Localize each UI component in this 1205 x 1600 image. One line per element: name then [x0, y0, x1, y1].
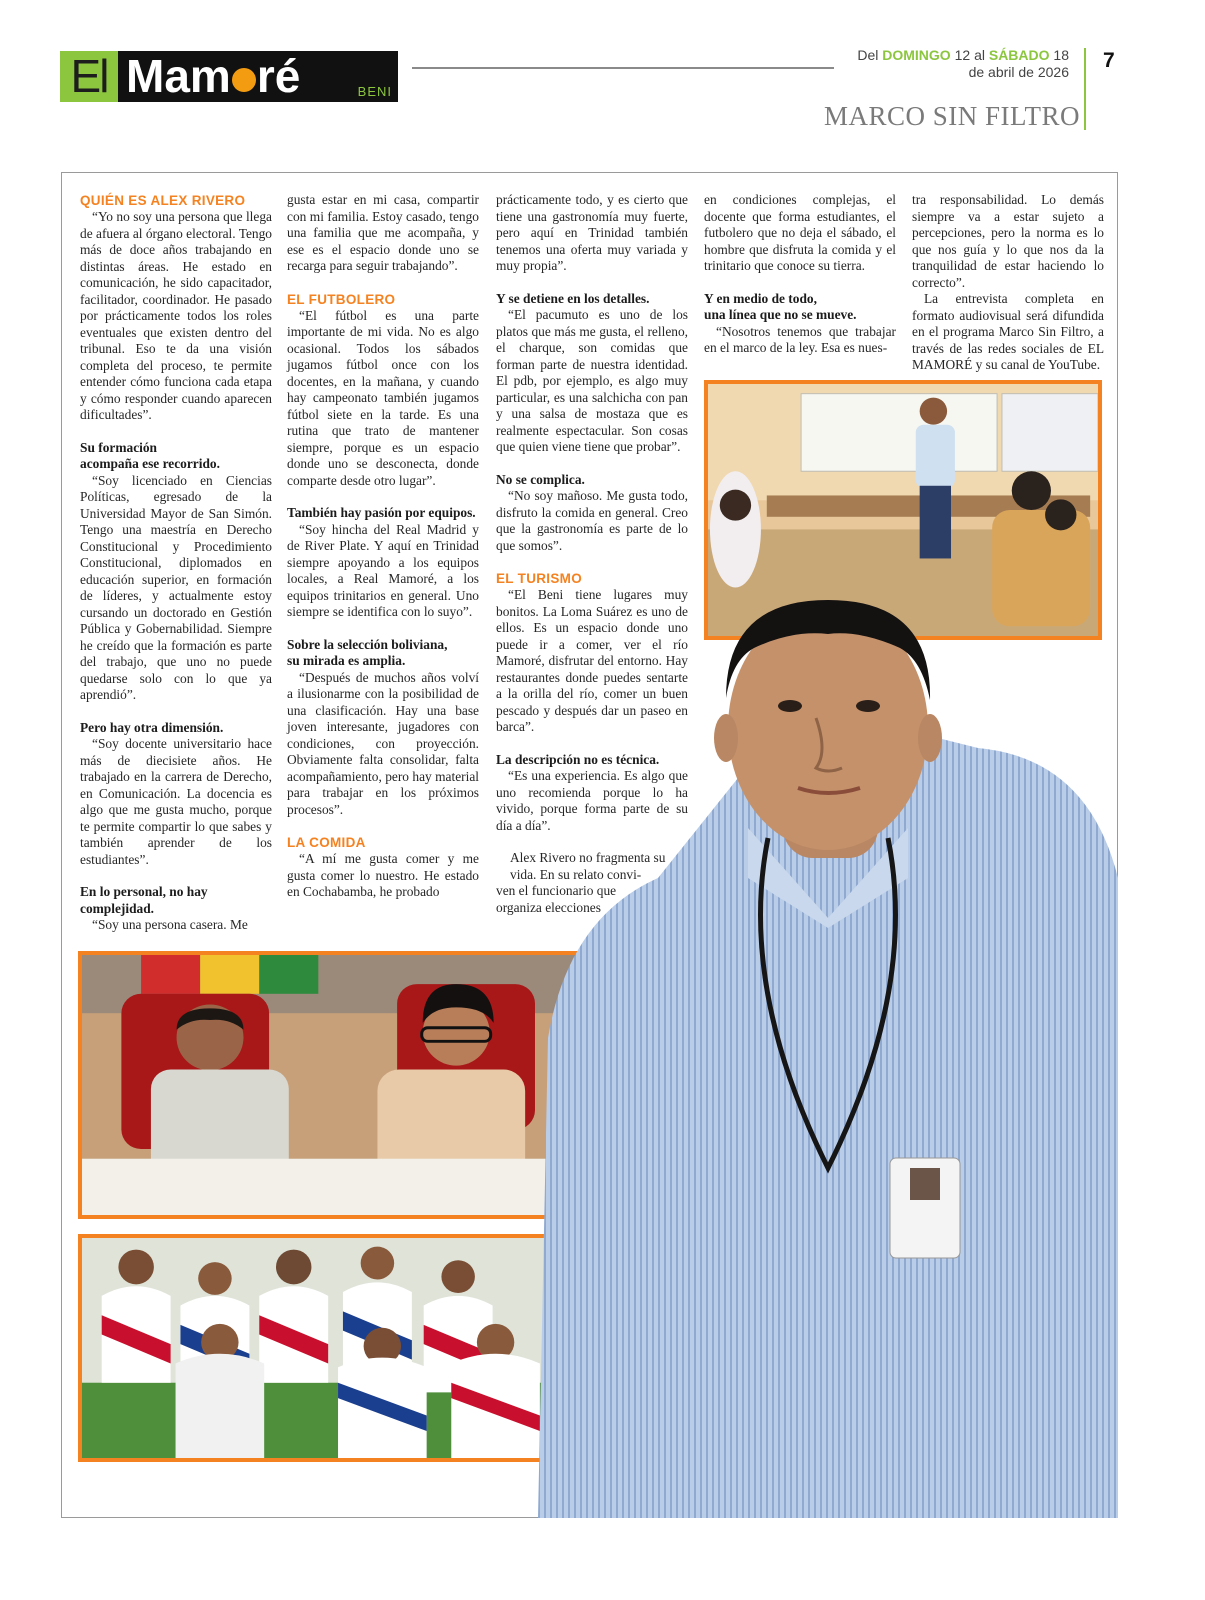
section-title: MARCO SIN FILTRO: [823, 101, 1080, 131]
date-num-start: 12: [954, 47, 971, 63]
lead-in: La descripción no es técnica.: [496, 751, 660, 767]
logo-el: El: [60, 51, 118, 102]
logo-name: [118, 51, 300, 102]
team-illustration: [82, 1238, 597, 1458]
paragraph: gusta estar en mi casa, compartir con mi familia. Estoy casado, tengo una familia que me acompaña, y ese es el espacio donde uno se recarga para seguir trabajando”.: [287, 192, 479, 273]
lead-in: En lo personal, no hay complejidad.: [80, 884, 208, 916]
lead-in: Y en medio de todo,: [704, 290, 817, 306]
issue-date: [857, 47, 1069, 81]
lead-in: Pero hay otra dimensión.: [80, 719, 224, 735]
newspaper-logo: [60, 51, 398, 102]
date-prefix: Del: [857, 47, 879, 63]
meeting-illustration: [82, 955, 599, 1215]
lead-in: Su formación: [80, 439, 157, 455]
paragraph-line: organiza elecciones: [496, 899, 601, 915]
paragraph: tra responsabilidad. Lo demás siempre va a estar sujeto a percepciones, pero la norma es lo que nos guía y lo que nos da la tranquilidad de estar haciendo lo correcto”.: [912, 192, 1104, 290]
paragraph-line: ven el funcionario que: [496, 883, 617, 898]
subhead-turismo: EL TURISMO: [496, 571, 583, 586]
date-num-end: 18: [1053, 47, 1069, 63]
lead-in: su mirada es amplia.: [287, 653, 406, 668]
lead-in: También hay pasión por equipos.: [287, 505, 476, 520]
logo-region: BENI: [357, 84, 392, 99]
subhead-quien-es: QUIÉN ES ALEX RIVERO: [80, 193, 246, 208]
date-day-end: SÁBADO: [988, 47, 1050, 63]
paragraph-line: vida. En su relato convi-: [510, 866, 642, 882]
portrait-photo: [538, 578, 1118, 1518]
article-column-2: [287, 192, 479, 901]
subhead-comida: LA COMIDA: [287, 835, 366, 850]
paragraph: en condiciones complejas, el docente que forma estudiantes, el futbolero que no deja el sábado, el hombre que disfruta la comida y el trinitario que conoce su tierra.: [704, 192, 896, 273]
paragraph: “A mí me gusta comer y me gusta comer lo nuestro. He estado en Cochabamba, he probado: [287, 851, 479, 899]
paragraph: “El pacumuto es uno de los platos que más me gusta, el relleno, el charque, son comidas que forman parte de nuestra identidad. El pdb, por ejemplo, es algo muy particular, es una salchicha con pan y una salsa de mostaza que es realmente espectacular. Son cosas que quien viene tiene que probar”.: [496, 307, 688, 454]
article-column-4: [704, 192, 896, 357]
lead-in: No se complica.: [496, 471, 585, 487]
issue-date-line2: de abril de 2026: [968, 64, 1069, 80]
paragraph: “Soy docente universitario hace más de diecisiete años. He trabajado en la carrera de Derecho, en Comunicación. La docencia es algo que me gusta mucho, porque te permite compartir lo que sabes y también aprender de los estudiantes”.: [80, 736, 272, 867]
article-column-1: [80, 192, 272, 934]
paragraph: prácticamente todo, y es cierto que tiene una gastronomía muy fuerte, pero aquí en Trinidad también tenemos una oferta muy variada y muy propia”.: [496, 192, 688, 273]
paragraph: “Soy una persona casera. Me: [92, 917, 248, 932]
article-column-5: [912, 192, 1104, 374]
paragraph: “El fútbol es una parte importante de mi vida. No es algo ocasional. Todos los sábados jugamos fútbol once con los docentes, en la mañana, y cuando hay campeonato también jugamos fútbol siete en la tarde. Es una rutina que trato de mantener siempre, porque es un espacio donde uno se desconecta, donde comparte desde otro lugar”.: [287, 307, 479, 488]
header-divider: [412, 67, 834, 69]
date-day-start: DOMINGO: [882, 47, 951, 63]
lead-in: Sobre la selección boliviana,: [287, 636, 448, 652]
logo-name-part1: Mam: [126, 50, 231, 102]
paragraph: “Yo no soy una persona que llega de afuera al órgano electoral. Tengo más de doce años trabajando en distintas áreas. He estado en comunicación, he sido capacitador, facilitador, coordinador. He pasado por prácticamente todos los roles eventuales que existen dentro del tribunal. Eso te da una visión completa del proceso, te permite entender cómo funciona cada etapa y cómo responder cuando aparecen dificultades”.: [80, 209, 272, 422]
subhead-futbolero: EL FUTBOLERO: [287, 291, 396, 307]
paragraph: “Nosotros tenemos que trabajar en el marco de la ley. Esa es nues-: [704, 323, 896, 355]
paragraph: “Soy licenciado en Ciencias Políticas, egresado de la Universidad Mayor de San Simón. Tengo una maestría en Derecho Constitucional y Procedimiento Constitucional, diplomados en educación superior, en formación de líderes, y actualmente estoy cursando un doctorado en Gestión Pública y Gobernabilidad. Siempre he creído que la formación es parte del trabajo, que uno no puede quedarse solo con lo que ya aprendió”.: [80, 472, 272, 702]
paragraph: “El Beni tiene lugares muy bonitos. La Loma Suárez es uno de ellos. Es un espacio donde uno puede ir a comer, ver el río Mamoré, disfrutar del entorno. Hay restaurantes donde puedes sentarte a la orilla del río, comer un buen pescado y después dar un paseo en barca”.: [496, 587, 688, 734]
portrait-illustration: [538, 578, 1118, 1518]
paragraph: La entrevista completa en formato audiovisual será difundida en el programa Marco Sin Filtro, a través de las redes sociales de EL MAMORÉ y su canal de YouTube.: [912, 291, 1104, 372]
paragraph-line: Alex Rivero no fragmenta su: [510, 850, 666, 865]
meeting-photo: [78, 951, 603, 1219]
paragraph: “Después de muchos años volví a ilusionarme con la posibilidad de una clasificación. Hay una base joven interesante, jugadores con condiciones, con proyección. Obviamente falta consolidar, falta acompañamiento, pero hay material para trabajar en los próximos procesos”.: [287, 669, 479, 817]
lead-in: Y se detiene en los detalles.: [496, 290, 650, 306]
lead-in: acompaña ese recorrido.: [80, 456, 220, 471]
date-mid: al: [974, 47, 985, 63]
team-photo: [78, 1234, 601, 1462]
logo-name-part2: ré: [256, 50, 301, 102]
lead-in: una línea que no se mueve.: [704, 307, 857, 322]
page-number: 7: [1103, 49, 1115, 72]
header-vertical-rule: [1084, 48, 1086, 130]
paragraph: “Es una experiencia. Es algo que uno recomienda porque lo ha vivido, porque forma parte de su día a día”.: [496, 768, 688, 833]
sun-palm-icon: [232, 68, 256, 92]
paragraph: “Soy hincha del Real Madrid y de River Plate. Y aquí en Trinidad siempre apoyando a los equipos locales, a Real Mamoré, a los equipos trinitarios en general. Uno siempre se identifica con lo suyo”.: [287, 521, 479, 619]
paragraph: “No soy mañoso. Me gusta todo, disfruto la comida en general. Creo que la gastronomía es parte de lo que somos”.: [496, 488, 688, 553]
issue-date-line1: [857, 47, 1069, 64]
